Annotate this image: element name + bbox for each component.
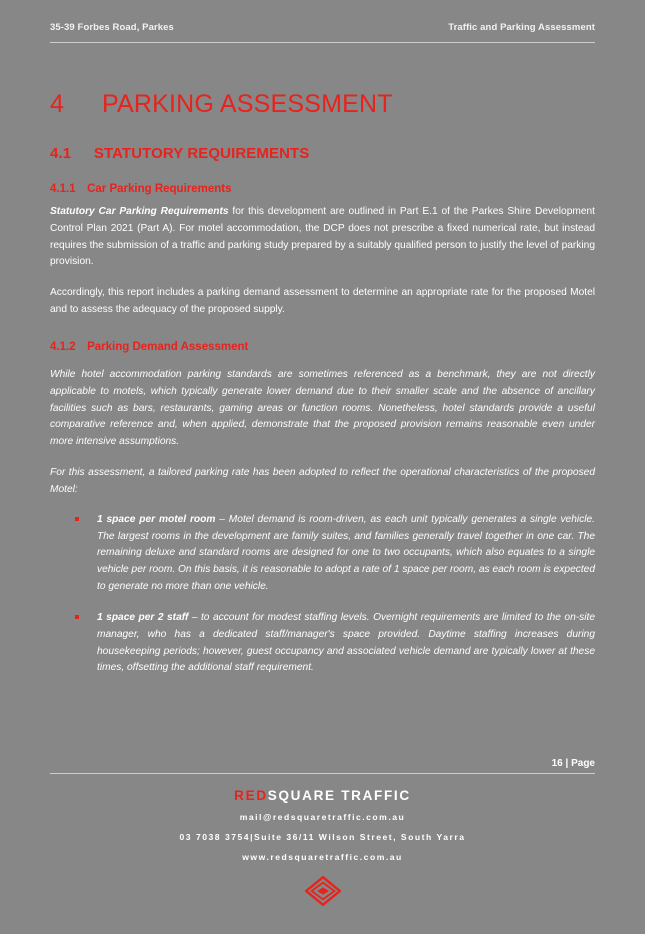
- section-heading-statutory-requirements: 4.1 STATUTORY REQUIREMENTS: [50, 145, 310, 162]
- bullet-marker-icon: [75, 517, 79, 521]
- brand-red-part: RED: [234, 788, 268, 803]
- bullet-lead-label: 1 space per 2 staff: [97, 611, 189, 623]
- bullet-body-text: – Motel demand is room-driven, as each unit typically generates a single vehicle. The largest rooms in the development are family suites, and families generally travel together in one car. The remaining deluxe and standard rooms are designed for one to two occupants, which also equates to a single vehicle per room. On this basis, it is reasonable to adopt a rate of 1 space per room, as each room is expected to generate no more than one vehicle.: [97, 513, 596, 593]
- list-item: [50, 512, 595, 596]
- paragraph-lead-statutory: Statutory Car Parking Requirements: [50, 206, 229, 217]
- footer-email[interactable]: mail@redsquaretraffic.com.au: [239, 812, 406, 822]
- bullet-body-text: – to account for modest staffing levels. Overnight requirements are limited to the on-site manager, who has a dedicated staff/manager's space provided. Daytime staffing increases during housekeeping periods; however, guest occupancy and associated vehicle demand are typically lower at these times, offsetting the additional staff requirement.: [97, 611, 596, 674]
- subsection-heading-parking-demand-assessment: 4.1.2 Parking Demand Assessment: [50, 340, 249, 353]
- list-item: [50, 610, 595, 677]
- paragraph-hotel-standards: While hotel accommodation parking standards are sometimes referenced as a benchmark, they are not directly applicable to motels, which typically generate lower demand due to their smaller scale and the absence of ancillary facilities such as bars, restaurants, gaming areas or function rooms. Nonetheless, hotel standards provide a useful comparative reference and, when applied, demonstrate that the proposed provision remains reasonable even under more intensive assumptions.: [50, 368, 595, 448]
- page-number: 16 | Page: [551, 758, 595, 769]
- company-logo: [50, 876, 595, 906]
- page-footer: [50, 758, 595, 906]
- footer-website[interactable]: www.redsquaretraffic.com.au: [242, 852, 403, 862]
- running-header: [50, 0, 595, 33]
- header-right-text: Traffic and Parking Assessment: [448, 22, 595, 33]
- bullet-marker-icon: [75, 615, 79, 619]
- footer-phone-address: 03 7038 3754|Suite 36/11 Wilson Street, South Yarra: [179, 832, 466, 842]
- paragraph-accordingly: Accordingly, this report includes a parking demand assessment to determine an appropriate rate for the proposed Motel and to assess the adequacy of the proposed supply.: [50, 287, 595, 316]
- red-square-diamond-logo-icon: [305, 876, 341, 906]
- page-title: 4 PARKING ASSESSMENT: [50, 90, 393, 118]
- subsection-heading-car-parking-requirements: 4.1.1 Car Parking Requirements: [50, 183, 232, 195]
- header-divider: [50, 42, 595, 43]
- header-left-text: 35-39 Forbes Road, Parkes: [50, 22, 174, 33]
- footer-divider: [50, 773, 595, 774]
- brand-rest-part: SQUARE TRAFFIC: [267, 788, 411, 803]
- paragraph-body-statutory: for this development are outlined in Part E.1 of the Parkes Shire Development Control Plan 2021 (Part A). For motel accommodation, the DCP does not prescribe a fixed numerical rate, but instead requires the submission of a traffic and parking study prepared by a suitably qualified person to justify the level of parking provision.: [50, 206, 596, 268]
- company-brand-name: [50, 788, 595, 803]
- paragraph-tailored-rate: For this assessment, a tailored parking rate has been adopted to reflect the operational characteristics of the proposed Motel:: [50, 467, 595, 495]
- paragraph-statutory-requirements: [50, 204, 595, 271]
- bullet-lead-label: 1 space per motel room: [97, 513, 216, 525]
- parking-rate-bullet-list: [50, 512, 595, 677]
